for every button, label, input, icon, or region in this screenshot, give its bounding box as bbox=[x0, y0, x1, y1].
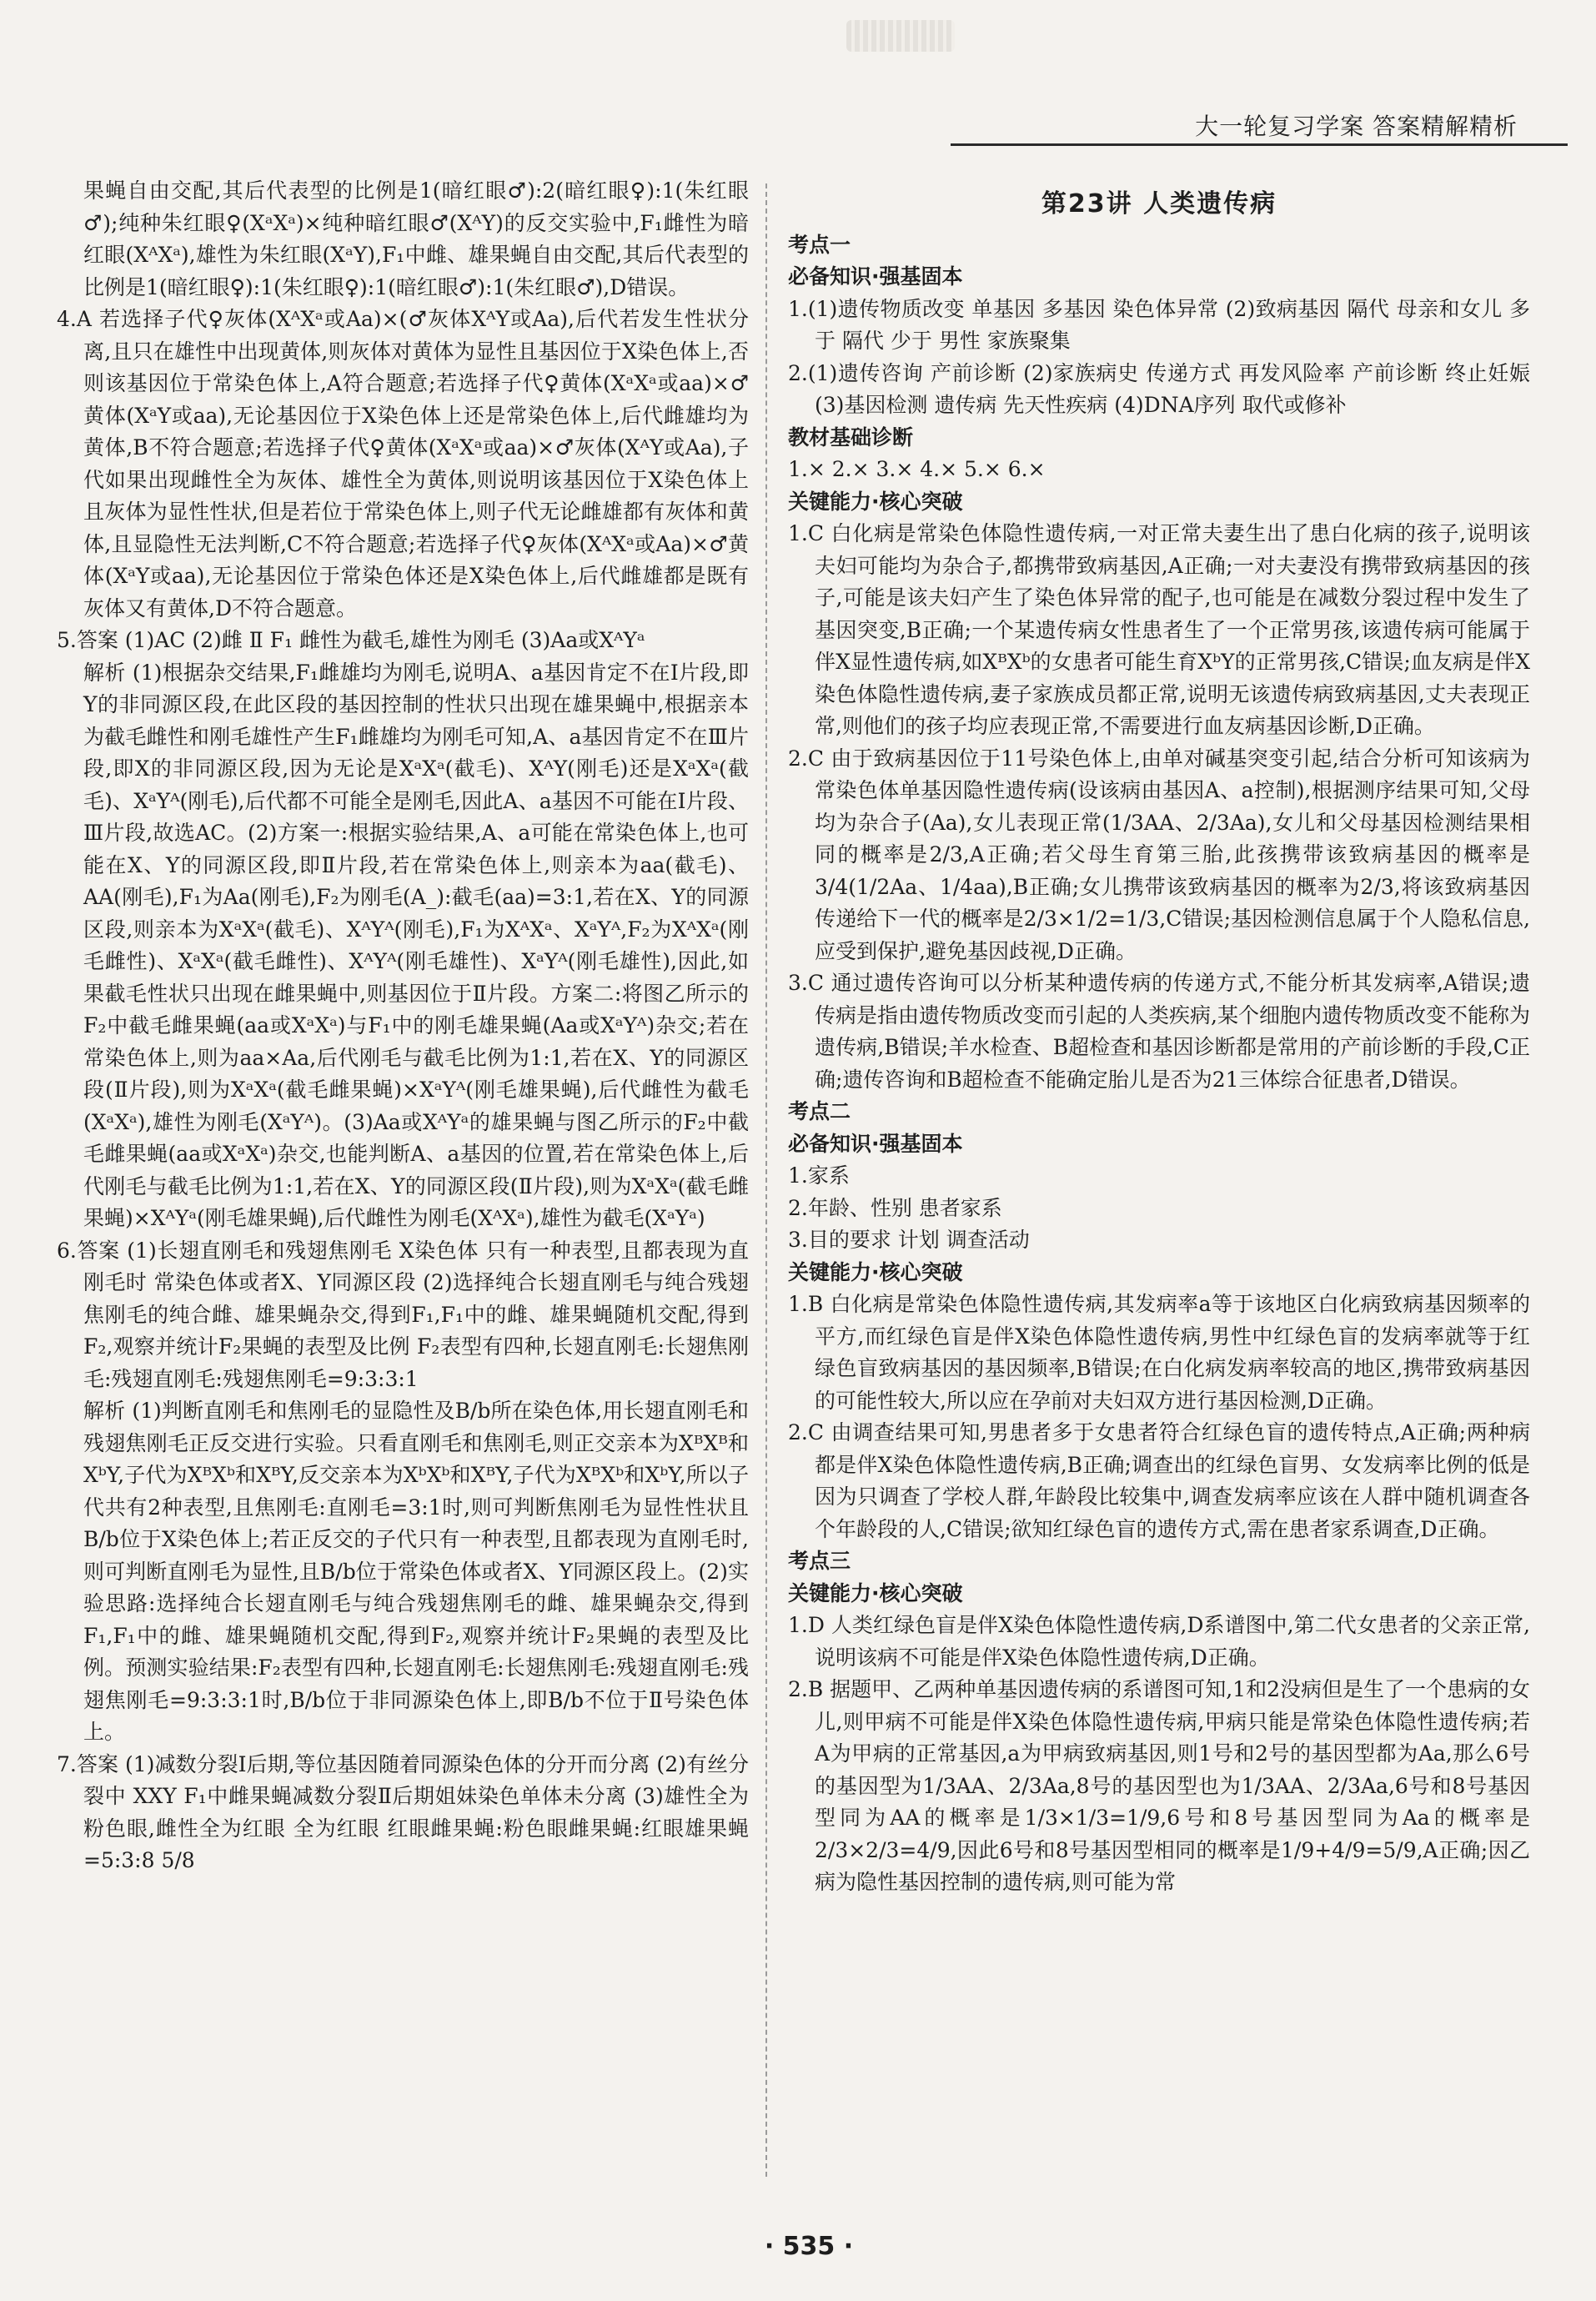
point-2-line-1: 1.家系 bbox=[788, 1163, 850, 1188]
point-1-answer-1: 1.C 白化病是常染色体隐性遗传病,一对正常夫妻生出了患白化病的孩子,说明该夫妇可能均为杂合子,都携带致病基因,A正确;一对夫妻没有携带致病基因的孩子,可能是该夫妇产生了染色体异常的配子,也可能是在减数分裂过程中发生了基因突变,B正确;一个某遗传病女性患者生了一个正常男孩,该遗传病可能属于伴X显性遗传病,如XᴮXᵇ的女患者可能生育XᵇY的正常男孩,C错误;血友病是伴X染色体隐性遗传病,妻子家族成员都正常,说明无该遗传病致病基因,丈夫表现正常,则他们的孩子均应表现正常,不需要进行血友病基因诊断,D正确。 bbox=[788, 521, 1530, 738]
point-3-heading: 考点三 bbox=[788, 1549, 851, 1573]
point-1-sub-basics: 必备知识·强基固本 bbox=[788, 264, 963, 289]
header-title: 大一轮复习学案 答案精解精析 bbox=[1195, 113, 1518, 140]
point-1-answer-2: 2.C 由于致病基因位于11号染色体上,由单对碱基突变引起,结合分析可知该病为常染色体单基因隐性遗传病(设该病由基因A、a控制),根据测序结果可知,父母均为杂合子(Aa),女儿表现正常(1/3AA、2/3Aa),女儿和父母基因检测结果相同的概率是2/3,A正确;若父母生育第三胎,此孩携带该致病基因的概率是3/4(1/2Aa、1/4aa),B正确;女儿携带该致病基因的概率为2/3,将该致病基因传递给下一代的概率是2/3×1/2=1/3,C错误;基因检测信息属于个人隐私信息,应受到保护,避免基因歧视,D正确。 bbox=[788, 746, 1530, 963]
point-3-answer-2: 2.B 据题甲、乙两种单基因遗传病的系谱图可知,1和2没病但是生了一个患病的女儿,则甲病不可能是伴X染色体隐性遗传病,甲病只能是常染色体隐性遗传病;若A为甲病的正常基因,a为甲病致病基因,则1号和2号的基因型都为Aa,那么6号的基因型为1/3AA、2/3Aa,8号的基因型也为1/3AA、2/3Aa,6号和8号基因型同为AA的概率是1/3×1/3=1/9,6号和8号基因型同为Aa的概率是2/3×2/3=4/9,因此6号和8号基因型相同的概率是1/9+4/9=5/9,A正确;因乙病为隐性基因控制的遗传病,则可能为常 bbox=[788, 1677, 1530, 1894]
left-column bbox=[57, 175, 749, 1877]
point-1-item-1: 1.(1)遗传物质改变 单基因 多基因 染色体异常 (2)致病基因 隔代 母亲和女儿 多于 隔代 少于 男性 家族聚集 bbox=[788, 296, 1530, 353]
answer-6: 6.答案 (1)长翅直刚毛和残翅焦刚毛 X染色体 只有一种表型,且都表现为直刚毛时 常染色体或者X、Y同源区段 (2)选择纯合长翅直刚毛与纯合残翅焦刚毛的纯合雌、雄果蝇杂交,得到F₁,F₁中的雌、雄果蝇随机交配,得到F₂,观察并统计F₂果蝇的表型及比例 F₂表型有四种,长翅直刚毛:长翅焦刚毛:残翅直刚毛:残翅焦刚毛=9:3:3:1 bbox=[57, 1238, 749, 1391]
point-2-heading: 考点二 bbox=[788, 1099, 851, 1123]
point-1-sub-diagnosis: 教材基础诊断 bbox=[788, 425, 914, 450]
column-divider bbox=[765, 183, 767, 2177]
point-2-sub-ability: 关键能力·核心突破 bbox=[788, 1259, 963, 1284]
page-header bbox=[951, 107, 1568, 146]
point-1-answer-3: 3.C 通过遗传咨询可以分析某种遗传病的传递方式,不能分析其发病率,A错误;遗传病是指由遗传物质改变而引起的人类疾病,某个细胞内遗传物质改变不能称为遗传病,B错误;羊水检查、B超检查和基因诊断都是常用的产前诊断的手段,C正确;遗传咨询和B超检查不能确定胎儿是否为21三体综合征患者,D错误。 bbox=[788, 971, 1530, 1092]
left-paragraph: 果蝇自由交配,其后代表型的比例是1(暗红眼♂):2(暗红眼♀):1(朱红眼♂);纯种朱红眼♀(XᵃXᵃ)×纯种暗红眼♂(XᴬY)的反交实验中,F₁雌性为暗红眼(XᴬXᵃ),雄性为朱红眼(XᵃY),F₁中雌、雄果蝇自由交配,其后代表型的比例是1(暗红眼♀):1(朱红眼♀):1(暗红眼♂):1(朱红眼♂),D错误。 bbox=[83, 178, 749, 299]
lesson-title: 第23讲 人类遗传病 bbox=[1041, 189, 1277, 219]
analysis-6: 解析 (1)判断直刚毛和焦刚毛的显隐性及B/b所在染色体,用长翅直刚毛和残翅焦刚毛正反交进行实验。只看直刚毛和焦刚毛,则正交亲本为XᴮXᴮ和XᵇY,子代为XᴮXᵇ和XᴮY,反交亲本为XᵇXᵇ和XᴮY,子代为XᴮXᵇ和XᵇY,所以子代共有2种表型,且焦刚毛:直刚毛=3:1时,则可判断焦刚毛为显性性状且B/b位于X染色体上;若正反交的子代只有一种表型,且都表现为直刚毛时,则可判断直刚毛为显性,且B/b位于常染色体或者X、Y同源区段上。(2)实验思路:选择纯合长翅直刚毛与纯合残翅焦刚毛的雌、雄果蝇杂交,得到F₁,F₁中的雌、雄果蝇随机交配,得到F₂,观察并统计F₂果蝇的表型及比例。预测实验结果:F₂表型有四种,长翅直刚毛:长翅焦刚毛:残翅直刚毛:残翅焦刚毛=9:3:3:1时,B/b位于非同源染色体上,即B/b不位于Ⅱ号染色体上。 bbox=[83, 1399, 749, 1744]
analysis-5: 解析 (1)根据杂交结果,F₁雌雄均为刚毛,说明A、a基因肯定不在Ⅰ片段,即Y的非同源区段,在此区段的基因控制的性状只出现在雄果蝇中,根据亲本为截毛雌性和刚毛雄性产生F₁雌雄均为刚毛可知,A、a基因肯定不在Ⅲ片段,即X的非同源区段,因为无论是XᵃXᵃ(截毛)、XᴬY(刚毛)还是XᵃXᵃ(截毛)、XᵃYᴬ(刚毛),后代都不可能全是刚毛,因此A、a基因不可能在Ⅰ片段、Ⅲ片段,故选AC。(2)方案一:根据实验结果,A、a可能在常染色体上,也可能在X、Y的同源区段,即Ⅱ片段,若在常染色体上,则亲本为aa(截毛)、AA(刚毛),F₁为Aa(刚毛),F₂为刚毛(A_):截毛(aa)=3:1,若在X、Y的同源区段,则亲本为XᵃXᵃ(截毛)、XᴬYᴬ(刚毛),F₁为XᴬXᵃ、XᵃYᴬ,F₂为XᴬXᵃ(刚毛雌性)、XᵃXᵃ(截毛雌性)、XᴬYᴬ(刚毛雄性)、XᵃYᴬ(刚毛雄性),因此,如果截毛性状只出现在雌果蝇中,则基因位于Ⅱ片段。方案二:将图乙所示的F₂中截毛雌果蝇(aa或XᵃXᵃ)与F₁中的刚毛雄果蝇(Aa或XᵃYᴬ)杂交;若在常染色体上,则为aa×Aa,后代刚毛与截毛比例为1:1,若在X、Y的同源区段(Ⅱ片段),则为XᵃXᵃ(截毛雌果蝇)×XᵃYᴬ(刚毛雄果蝇),后代雌性为截毛(XᵃXᵃ),雄性为刚毛(XᵃYᴬ)。(3)Aa或XᴬYᵃ的雄果蝇与图乙所示的F₂中截毛雌果蝇(aa或XᵃXᵃ)杂交,也能判断A、a基因的位置,若在常染色体上,后代刚毛与截毛比例为1:1,若在X、Y的同源区段(Ⅱ片段),则为XᵃXᵃ(截毛雌果蝇)×XᴬYᵃ(刚毛雄果蝇),后代雌性为刚毛(XᴬXᵃ),雄性为截毛(XᵃYᵃ) bbox=[83, 660, 749, 1230]
top-seal-mark bbox=[846, 20, 955, 52]
point-3-sub-ability: 关键能力·核心突破 bbox=[788, 1580, 963, 1605]
page-number: · 535 · bbox=[764, 2232, 854, 2261]
right-column bbox=[788, 175, 1530, 1899]
point-2-answer-2: 2.C 由调查结果可知,男患者多于女患者符合红绿色盲的遗传特点,A正确;两种病都是伴X染色体隐性遗传病,B正确;调查出的红绿色盲男、女发病率比例的低是因为只调查了学校人群,年龄段比较集中,调查发病率应该在人群中随机调查各个年龄段的人,C错误;欲知红绿色盲的遗传方式,需在患者家系调查,D正确。 bbox=[788, 1420, 1530, 1541]
point-1-item-2: 2.(1)遗传咨询 产前诊断 (2)家族病史 传递方式 再发风险率 产前诊断 终止妊娠 (3)基因检测 遗传病 先天性疾病 (4)DNA序列 取代或修补 bbox=[788, 360, 1530, 417]
point-1-heading: 考点一 bbox=[788, 232, 851, 257]
point-2-answer-1: 1.B 白化病是常染色体隐性遗传病,其发病率a等于该地区白化病致病基因频率的平方,而红绿色盲是伴X染色体隐性遗传病,男性中红绿色盲的发病率就等于红绿色盲致病基因的基因频率,B错误;在白化病发病率较高的地区,携带致病基因的可能性较大,所以应在孕前对夫妇双方进行基因检测,D正确。 bbox=[788, 1292, 1530, 1413]
point-3-answer-1: 1.D 人类红绿色盲是伴X染色体隐性遗传病,D系谱图中,第二代女患者的父亲正常,说明该病不可能是伴X染色体隐性遗传病,D正确。 bbox=[788, 1613, 1530, 1670]
answer-4: 4.A 若选择子代♀灰体(XᴬXᵃ或Aa)×(♂灰体XᴬY或Aa),后代若发生性状分离,且只在雄性中出现黄体,则灰体对黄体为显性且基因位于X染色体上,否则该基因位于常染色体上,A符合题意;若选择子代♀黄体(XᵃXᵃ或aa)×♂黄体(XᵃY或aa),无论基因位于X染色体上还是常染色体上,后代雌雄均为黄体,B不符合题意;若选择子代♀黄体(XᵃXᵃ或aa)×♂灰体(XᴬY或Aa),子代如果出现雌性全为灰体、雄性全为黄体,则说明该基因位于X染色体上且灰体为显性性状,但是若位于常染色体上,则子代无论雌雄都有灰体和黄体,且显隐性无法判断,C不符合题意;若选择子代♀灰体(XᴬXᵃ或Aa)×♂黄体(XᵃY或aa),无论基因位于常染色体还是X染色体上,后代雌雄都是既有灰体又有黄体,D不符合题意。 bbox=[57, 307, 749, 620]
point-2-line-3: 3.目的要求 计划 调查活动 bbox=[788, 1228, 1030, 1252]
answer-7: 7.答案 (1)减数分裂Ⅰ后期,等位基因随着同源染色体的分开而分离 (2)有丝分裂中 XXY F₁中雌果蝇减数分裂Ⅱ后期姐妹染色单体未分离 (3)雄性全为粉色眼,雌性全为红眼 全为红眼 红眼雌果蝇:粉色眼雌果蝇:红眼雄果蝇=5:3:8 5/8 bbox=[57, 1751, 749, 1872]
answer-5: 5.答案 (1)AC (2)雌 Ⅱ F₁ 雌性为截毛,雄性为刚毛 (3)Aa或XᴬYᵃ bbox=[57, 628, 645, 652]
point-2-sub-basics: 必备知识·强基固本 bbox=[788, 1131, 963, 1156]
point-1-diagnosis-answers: 1.× 2.× 3.× 4.× 5.× 6.× bbox=[788, 457, 1046, 481]
point-1-sub-ability: 关键能力·核心突破 bbox=[788, 489, 963, 514]
point-2-line-2: 2.年龄、性别 患者家系 bbox=[788, 1195, 1002, 1220]
